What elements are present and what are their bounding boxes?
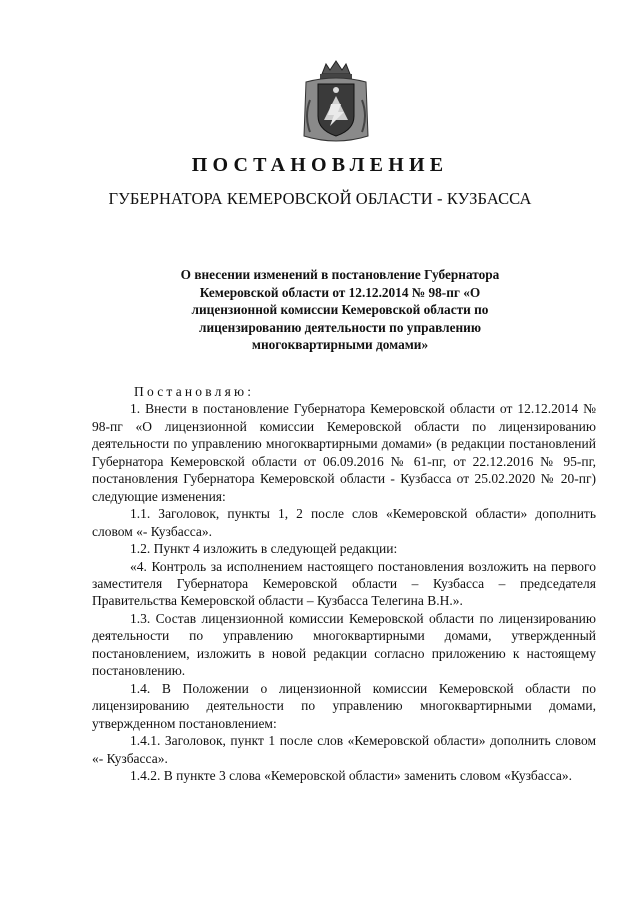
document-title: ПОСТАНОВЛЕНИЕ	[191, 154, 449, 176]
heading-line: О внесении изменений в постановление Губернатора	[180, 267, 500, 282]
paragraph: 1.2. Пункт 4 изложить в следующей редакции:	[130, 541, 398, 557]
document-body	[92, 383, 596, 784]
heading-line: многоквартирными домами»	[251, 337, 429, 352]
decree-word: Постановляю:	[134, 384, 255, 399]
paragraph: 1.1. Заголовок, пункты 1, 2 после слов «Кемеровской области» дополнить словом «- Кузбасса».	[92, 506, 596, 539]
paragraph: 1.4.2. В пункте 3 слова «Кемеровской области» заменить словом «Кузбасса».	[130, 767, 573, 783]
paragraph: «4. Контроль за исполнением настоящего постановления возложить на первого заместителя Губернатора Кемеровской области – Кузбасса – председателя Правительства Кемеровской области – Кузбасса Телегина В.Н.».	[92, 558, 596, 609]
heading-line: Кемеровской области от 12.12.2014 № 98-пг «О	[199, 284, 481, 300]
document-subtitle: ГУБЕРНАТОРА КЕМЕРОВСКОЙ ОБЛАСТИ - КУЗБАССА	[108, 189, 532, 208]
paragraph: 1.4.1. Заголовок, пункт 1 после слов «Кемеровской области» дополнить словом «- Кузбасса».	[92, 733, 596, 766]
paragraph: 1.3. Состав лицензионной комиссии Кемеровской области по лицензированию деятельности по управлению многоквартирными домами, утвержденный постановлением, изложить в новой редакции согласно приложению к настоящему постановлению.	[92, 610, 596, 679]
paragraph: 1.4. В Положении о лицензионной комиссии Кемеровской области по лицензированию деятельности по управлению многоквартирными домами, утвержденном постановлением:	[92, 680, 596, 731]
decree-heading	[140, 266, 540, 354]
coat-of-arms-icon	[300, 60, 372, 146]
heading-line: лицензированию деятельности по управлению	[198, 319, 481, 335]
heading-line: лицензионной комиссии Кемеровской области по	[191, 302, 489, 317]
paragraph: 1. Внести в постановление Губернатора Кемеровской области от 12.12.2014 № 98-пг «О лицензионной комиссии Кемеровской области по лицензированию деятельности по управлению многоквартирными домами» (в редакции постановлений Губернатора Кемеровской области от 06.09.2016 № 61-пг, от 22.12.2016 № 95-пг, постановления Губернатора Кемеровской области - Кузбасса от 25.02.2020 № 20-пг) следующие изменения:	[92, 401, 596, 504]
